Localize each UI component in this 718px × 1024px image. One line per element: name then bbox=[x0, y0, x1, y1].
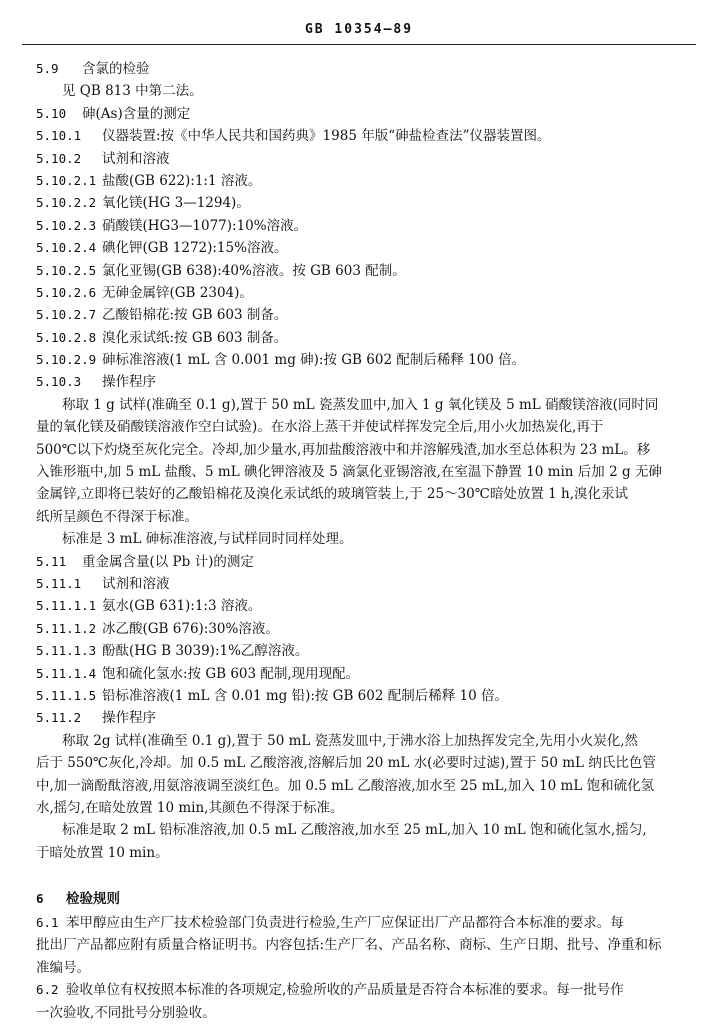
clause-number: 5.10.2.2 bbox=[36, 195, 97, 211]
clause-text: 乙酸铅棉花:按 GB 603 制备。 bbox=[102, 307, 288, 324]
clause-text: 硝酸镁(HG3—1077):10%溶液。 bbox=[102, 217, 308, 234]
clause-number: 5.10.2.7 bbox=[36, 307, 97, 323]
clause-line bbox=[36, 148, 692, 170]
clause-line bbox=[36, 103, 692, 125]
clause-number: 5.9 bbox=[36, 61, 59, 76]
clause-number: 5.10.2.1 bbox=[36, 172, 97, 188]
clause-number: 5.10.2.8 bbox=[36, 329, 97, 345]
rule-line bbox=[36, 912, 692, 934]
clause-number: 5.10.2.4 bbox=[36, 240, 97, 256]
clause-line bbox=[36, 260, 692, 282]
paragraph-line: 纸所呈颜色不得深于标准。 bbox=[36, 508, 198, 525]
clause-line bbox=[36, 170, 692, 192]
standard-note-arsenic: 标准是 3 mL 砷标准溶液,与试样同时同样处理。 bbox=[62, 531, 353, 548]
rule-6-1 bbox=[36, 912, 692, 979]
procedure-paragraph-heavy-metal bbox=[36, 730, 692, 820]
clause-text: 砷(As)含量的测定 bbox=[82, 105, 191, 122]
clause-number: 5.10.2.3 bbox=[36, 217, 97, 233]
clause-text: 操作程序 bbox=[102, 374, 156, 391]
clause-number: 5.11.1.5 bbox=[36, 687, 97, 703]
clause-list-5-9-to-5-10 bbox=[36, 58, 692, 394]
rule-text: 准编号。 bbox=[36, 959, 90, 976]
clause-text: 冰乙酸(GB 676):30%溶液。 bbox=[102, 620, 279, 637]
clause-text: 溴化汞试纸:按 GB 603 制备。 bbox=[102, 329, 288, 346]
section-gap bbox=[36, 864, 692, 874]
paragraph-line: 水,摇匀,在暗处放置 10 min,其颜色不得深于标准。 bbox=[36, 799, 344, 816]
rule-6-2 bbox=[36, 979, 692, 1024]
clause-number: 5.11.1.4 bbox=[36, 665, 97, 681]
rule-line bbox=[36, 979, 692, 1001]
paragraph-line: 入锥形瓶中,加 5 mL 盐酸、5 mL 碘化钾溶液及 5 滴氯化亚锡溶液,在室温下静置 10 min 后加 2 g 无砷 bbox=[36, 464, 662, 481]
procedure-paragraph-arsenic bbox=[36, 394, 692, 528]
clause-text: 酚酞(HG B 3039):1%乙醇溶液。 bbox=[102, 643, 309, 660]
rule-text: 验收单位有权按照本标准的各项规定,检验所收的产品质量是否符合本标准的要求。每一批号作 bbox=[66, 982, 624, 999]
clause-text: 碘化钾(GB 1272):15%溶液。 bbox=[102, 240, 288, 257]
clause-number: 5.11.1.3 bbox=[36, 643, 97, 659]
clause-number: 5.11.1 bbox=[36, 575, 82, 591]
header-rule bbox=[22, 44, 696, 45]
clause-line bbox=[36, 640, 692, 662]
clause-number: 5.11.1.2 bbox=[36, 620, 97, 636]
clause-number: 5.10.2.5 bbox=[36, 262, 97, 278]
clause-text: 试剂和溶液 bbox=[102, 575, 170, 592]
paragraph-line: 中,加一滴酚酞溶液,用氨溶液调至淡红色。加 0.5 mL 乙酸溶液,加水至 25 mL,加入 10 mL 饱和硫化氢 bbox=[36, 777, 655, 794]
clause-number: 5.11.2 bbox=[36, 710, 82, 726]
rule-text: 批出厂产品都应附有质量合格证明书。内容包括:生产厂名、产品名称、商标、生产日期、批号、净重和标 bbox=[36, 937, 662, 954]
paragraph-line: 金属锌,立即将已装好的乙酸铅棉花及溴化汞试纸的玻璃管装上,于 25～30℃暗处放置 1 h,溴化汞试 bbox=[36, 486, 628, 503]
clause-text: 见 QB 813 中第二法。 bbox=[62, 83, 203, 100]
clause-text: 氧化镁(HG 3—1294)。 bbox=[102, 195, 250, 212]
clause-text: 试剂和溶液 bbox=[102, 150, 170, 167]
clause-number: 5.10.2 bbox=[36, 150, 82, 166]
clause-number: 5.10.2.9 bbox=[36, 352, 97, 368]
paragraph-line: 称取 1 g 试样(准确至 0.1 g),置于 50 mL 瓷蒸发皿中,加入 1 g 氧化镁及 5 mL 硝酸镁溶液(同时同 bbox=[62, 396, 659, 413]
clause-line bbox=[36, 707, 692, 729]
clause-line bbox=[36, 304, 692, 326]
clause-text: 重金属含量(以 Pb 计)的测定 bbox=[82, 553, 254, 570]
rule-text: 苯甲醇应由生产厂技术检验部门负责进行检验,生产厂应保证出厂产品都符合本标准的要求。每 bbox=[66, 915, 624, 932]
paragraph-line: 称取 2g 试样(准确至 0.1 g),置于 50 mL 瓷蒸发皿中,于沸水浴上加热挥发完全,先用小火炭化,然 bbox=[62, 732, 639, 749]
clause-line bbox=[36, 685, 692, 707]
section-6-heading bbox=[36, 886, 692, 912]
clause-text: 砷标准溶液(1 mL 含 0.001 mg 砷):按 GB 602 配制后稀释 100 倍。 bbox=[102, 352, 526, 369]
clause-line bbox=[36, 282, 692, 304]
rule-text: 一次验收,不同批号分别验收。 bbox=[36, 1004, 216, 1021]
clause-number: 5.11.1.1 bbox=[36, 598, 97, 614]
clause-text: 铅标准溶液(1 mL 含 0.01 mg 铅):按 GB 602 配制后稀释 10 倍。 bbox=[102, 687, 509, 704]
clause-line bbox=[36, 192, 692, 214]
clause-text: 仪器装置:按《中华人民共和国药典》1985 年版“砷盐检查法”仪器装置图。 bbox=[102, 128, 551, 145]
clause-number: 5.10.1 bbox=[36, 128, 82, 144]
paragraph-line: 后于 550℃灰化,冷却。加 0.5 mL 乙酸溶液,溶解后加 20 mL 水(必要时过滤),置于 50 mL 纳氏比色管 bbox=[36, 755, 656, 772]
clause-line bbox=[36, 371, 692, 393]
clause-text: 操作程序 bbox=[102, 710, 156, 727]
page-header: GB 10354—89 bbox=[304, 22, 414, 37]
rule-line bbox=[36, 1002, 692, 1024]
clause-line bbox=[36, 595, 692, 617]
rule-number: 6.2 bbox=[36, 982, 59, 998]
paragraph-line: 于暗处放置 10 min。 bbox=[36, 844, 169, 861]
section-title: 检验规则 bbox=[66, 891, 120, 908]
clause-number: 5.10.2.6 bbox=[36, 284, 97, 300]
clause-line bbox=[36, 663, 692, 685]
clause-line bbox=[36, 573, 692, 595]
clause-list-5-11 bbox=[36, 551, 692, 730]
clause-text: 盐酸(GB 622):1:1 溶液。 bbox=[102, 172, 262, 189]
section-number: 6 bbox=[36, 891, 44, 907]
paragraph-line: 标准是取 2 mL 铅标准溶液,加 0.5 mL 乙酸溶液,加水至 25 mL,加入 10 mL 饱和硫化氢水,摇匀, bbox=[62, 822, 647, 839]
clause-line bbox=[36, 58, 692, 80]
clause-line bbox=[36, 618, 692, 640]
clause-number: 5.10 bbox=[36, 105, 67, 121]
clause-line bbox=[36, 327, 692, 349]
clause-line bbox=[36, 237, 692, 259]
clause-line bbox=[36, 551, 692, 573]
clause-line bbox=[36, 80, 692, 102]
clause-text: 氯化亚锡(GB 638):40%溶液。按 GB 603 配制。 bbox=[102, 262, 406, 279]
rule-number: 6.1 bbox=[36, 915, 59, 931]
clause-line bbox=[36, 349, 692, 371]
paragraph-line: 量的氧化镁及硝酸镁溶液作空白试验)。在水浴上蒸干并使试样挥发完全后,用小火加热炭化,再于 bbox=[36, 419, 604, 436]
standard-note-heavy-metal bbox=[36, 819, 692, 864]
clause-text: 含氯的检验 bbox=[82, 61, 150, 77]
clause-number: 5.11 bbox=[36, 553, 67, 569]
clause-line bbox=[36, 125, 692, 147]
rule-line bbox=[36, 957, 692, 979]
clause-line bbox=[36, 215, 692, 237]
clause-text: 无砷金属锌(GB 2304)。 bbox=[102, 284, 253, 301]
rule-line bbox=[36, 934, 692, 956]
paragraph-line: 500℃以下灼烧至灰化完全。冷却,加少量水,再加盐酸溶液中和并溶解残渣,加水至总体积为 23 mL。移 bbox=[36, 441, 651, 458]
clause-text: 饱和硫化氢水:按 GB 603 配制,现用现配。 bbox=[102, 665, 360, 682]
clause-number: 5.10.3 bbox=[36, 374, 82, 390]
document-body bbox=[36, 58, 692, 1024]
clause-text: 氨水(GB 631):1:3 溶液。 bbox=[102, 598, 262, 615]
